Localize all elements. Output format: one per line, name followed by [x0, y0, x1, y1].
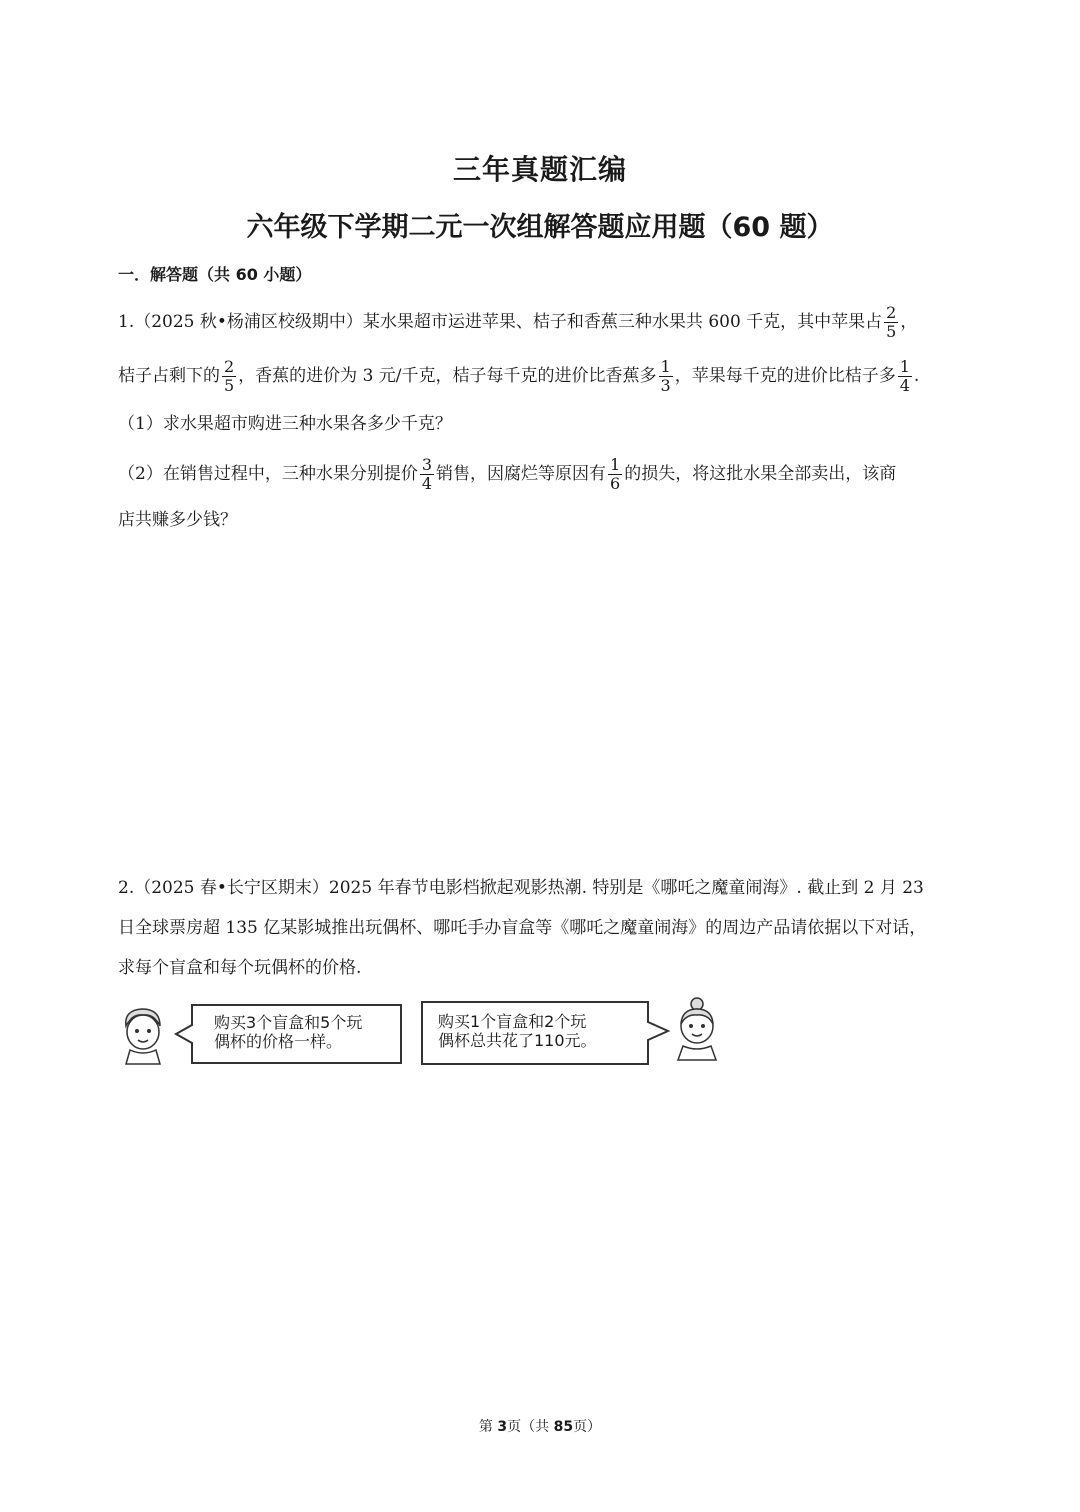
q2-line3: 求每个盲盒和每个玩偶杯的价格. — [118, 958, 362, 978]
page-number: 第 3页（共 85页） — [478, 1419, 602, 1435]
speech-bubble-right: 购买1个盲盒和2个玩 偶杯总共花了110元。 — [438, 1012, 597, 1050]
fraction: $\frac{2}{5}$ — [224, 357, 235, 395]
q2-line1: 2.（2025 春•长宁区期末）2025 年春节电影档掀起观影热潮. 特别是《哪吒之魔童闹海》. 截止到 2 月 23 — [118, 878, 924, 898]
q1-part2-cont: 店共赚多少钱？ — [118, 510, 237, 530]
fraction: $\frac{1}{3}$ — [660, 357, 671, 395]
speech-bubble-left: 购买3个盲盒和5个玩 偶杯的价格一样。 — [214, 1013, 363, 1051]
q1-line2: 桔子占剩下的 $\frac{2}{5}$ ，香蕉的进价为 3 元/千克，桔子每千克的进价比香蕉多 $\frac{1}{3}$ ，苹果每千克的进价比桔子多 $\frac{1}{4}$ . — [118, 357, 920, 395]
fraction: $\frac{2}{5}$ — [886, 303, 897, 341]
q1-part1: （1）求水果超市购进三种水果各多少千克？ — [118, 414, 452, 434]
girl-avatar-icon — [672, 996, 722, 1062]
q2-line2: 日全球票房超 135 亿某影城推出玩偶杯、哪吒手办盲盒等《哪吒之魔童闹海》的周边产品请依据以下对话， — [118, 918, 927, 938]
section-heading: 一．解答题（共 60 小题） — [118, 265, 312, 284]
fraction: $\frac{1}{6}$ — [610, 455, 621, 493]
fraction: $\frac{3}{4}$ — [421, 455, 433, 493]
fraction: $\frac{1}{4}$ — [899, 357, 910, 395]
page-title: 三年真题汇编 — [452, 153, 627, 186]
q1-part2: （2）在销售过程中，三种水果分别提价 $\frac{3}{4}$ 销售，因腐烂等原因有 $\frac{1}{6}$ 的损失，将这批水果全部卖出，该商 — [118, 455, 897, 493]
page-subtitle: 六年级下学期二元一次组解答题应用题（60 题） — [246, 212, 834, 243]
q1-line1: 1.（2025 秋•杨浦区校级期中）某水果超市运进苹果、桔子和香蕉三种水果共 600 千克，其中苹果占 $\frac{2}{5}$ ， — [118, 303, 918, 341]
boy-avatar-icon — [118, 1004, 168, 1066]
q1-text: 1.（2025 秋•杨浦区校级期中）某水果超市运进苹果、桔子和香蕉三种水果共 600 千克，其中苹果占 — [118, 312, 883, 332]
